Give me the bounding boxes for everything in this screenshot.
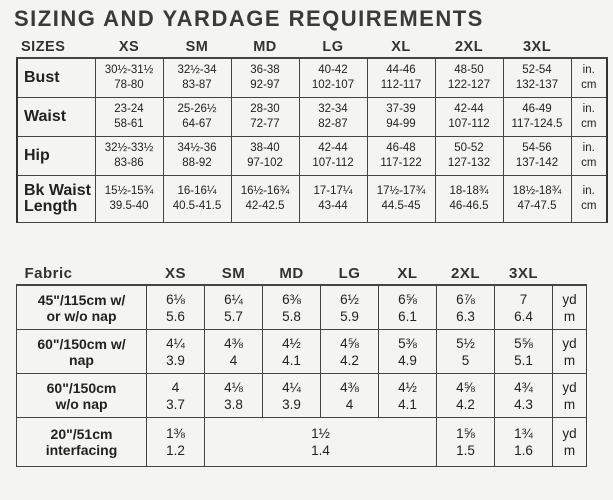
yardage-header-size: SM — [205, 262, 263, 285]
yardage-cell: 6⅞ 6.3 — [437, 285, 495, 330]
unit-cell: in. cm — [571, 137, 607, 176]
yardage-header-size: LG — [321, 262, 379, 285]
measurement-cell: 52-54 132-137 — [503, 58, 571, 98]
unit-cell: in. cm — [571, 58, 607, 98]
yardage-header-size: XL — [379, 262, 437, 285]
row-label: 20"/51cm interfacing — [17, 418, 147, 467]
measurement-cell: 44-46 112-117 — [367, 58, 435, 98]
yardage-cell: 6⅜ 5.8 — [263, 285, 321, 330]
yardage-cell: 4½ 4.1 — [263, 330, 321, 374]
yardage-cell: 4⅝ 4.2 — [437, 374, 495, 418]
yardage-cell: 4 3.7 — [147, 374, 205, 418]
yardage-cell: 4¼ 3.9 — [147, 330, 205, 374]
measurement-cell: 18½-18¾ 47-47.5 — [503, 176, 571, 223]
yardage-header-size: 2XL — [437, 262, 495, 285]
yardage-cell: 7 6.4 — [495, 285, 553, 330]
sizing-table — [16, 37, 608, 223]
table-row-fabric-60-nap — [17, 330, 587, 374]
yardage-header-size: 3XL — [495, 262, 553, 285]
row-label: Bust — [17, 58, 95, 98]
measurement-cell: 38-40 97-102 — [231, 137, 299, 176]
yardage-cell: 5½ 5 — [437, 330, 495, 374]
measurement-cell: 46-48 117-122 — [367, 137, 435, 176]
measurement-cell: 23-24 58-61 — [95, 98, 163, 137]
measurement-cell: 32½-33½ 83-86 — [95, 137, 163, 176]
yardage-cell: 6¼ 5.7 — [205, 285, 263, 330]
yardage-cell: 1¾ 1.6 — [495, 418, 553, 467]
yardage-cell: 4¼ 3.9 — [263, 374, 321, 418]
sizing-header-size: XS — [95, 37, 163, 58]
measurement-cell: 37-39 94-99 — [367, 98, 435, 137]
unit-cell: in. cm — [571, 98, 607, 137]
table-row-bust — [17, 58, 607, 98]
measurement-cell: 17-17¼ 43-44 — [299, 176, 367, 223]
table-row-fabric-60-no-nap — [17, 374, 587, 418]
yardage-header-size: MD — [263, 262, 321, 285]
unit-cell: yd m — [553, 285, 587, 330]
yardage-cell: 1⅜ 1.2 — [147, 418, 205, 467]
sizing-header-size: SM — [163, 37, 231, 58]
sizing-header-size: 3XL — [503, 37, 571, 58]
measurement-cell: 15½-15¾ 39.5-40 — [95, 176, 163, 223]
sizing-header-size: LG — [299, 37, 367, 58]
measurement-cell: 34½-36 88-92 — [163, 137, 231, 176]
yardage-cell: 4⅜ 4 — [321, 374, 379, 418]
yardage-cell: 1⅝ 1.5 — [437, 418, 495, 467]
unit-cell: yd m — [553, 374, 587, 418]
yardage-header-row — [17, 262, 587, 285]
yardage-cell: 5⅝ 5.1 — [495, 330, 553, 374]
sizing-header-size: MD — [231, 37, 299, 58]
yardage-cell-merged: 1½ 1.4 — [205, 418, 437, 467]
measurement-cell: 28-30 72-77 — [231, 98, 299, 137]
measurement-cell: 17½-17¾ 44.5-45 — [367, 176, 435, 223]
measurement-cell: 42-44 107-112 — [435, 98, 503, 137]
row-label: Waist — [17, 98, 95, 137]
yardage-table — [16, 262, 587, 467]
sizing-header-row — [17, 37, 607, 58]
yardage-cell: 6⅛ 5.6 — [147, 285, 205, 330]
measurement-cell: 32½-34 83-87 — [163, 58, 231, 98]
yardage-cell: 6⅝ 6.1 — [379, 285, 437, 330]
measurement-cell: 18-18¾ 46-46.5 — [435, 176, 503, 223]
row-label: 60"/150cm w/o nap — [17, 374, 147, 418]
yardage-cell: 4½ 4.1 — [379, 374, 437, 418]
measurement-cell: 25-26½ 64-67 — [163, 98, 231, 137]
yardage-cell: 4⅜ 4 — [205, 330, 263, 374]
measurement-cell: 32-34 82-87 — [299, 98, 367, 137]
yardage-header-label: Fabric — [17, 262, 147, 285]
unit-cell: in. cm — [571, 176, 607, 223]
table-row-back-waist-length — [17, 176, 607, 223]
measurement-cell: 42-44 107-112 — [299, 137, 367, 176]
measurement-cell: 16-16¼ 40.5-41.5 — [163, 176, 231, 223]
yardage-cell: 6½ 5.9 — [321, 285, 379, 330]
measurement-cell: 48-50 122-127 — [435, 58, 503, 98]
measurement-cell: 36-38 92-97 — [231, 58, 299, 98]
table-row-hip — [17, 137, 607, 176]
sizing-header-size: XL — [367, 37, 435, 58]
measurement-cell: 40-42 102-107 — [299, 58, 367, 98]
unit-cell: yd m — [553, 418, 587, 467]
table-row-interfacing — [17, 418, 587, 467]
unit-cell: yd m — [553, 330, 587, 374]
yardage-header-size: XS — [147, 262, 205, 285]
table-row-waist — [17, 98, 607, 137]
measurement-cell: 30½-31½ 78-80 — [95, 58, 163, 98]
yardage-cell: 4⅛ 3.8 — [205, 374, 263, 418]
yardage-cell: 5⅜ 4.9 — [379, 330, 437, 374]
sizing-header-label: SIZES — [17, 37, 95, 58]
row-label: 45"/115cm w/ or w/o nap — [17, 285, 147, 330]
sizing-header-size: 2XL — [435, 37, 503, 58]
measurement-cell: 46-49 117-124.5 — [503, 98, 571, 137]
row-label: Hip — [17, 137, 95, 176]
row-label: 60"/150cm w/ nap — [17, 330, 147, 374]
yardage-cell: 4⅝ 4.2 — [321, 330, 379, 374]
measurement-cell: 16½-16¾ 42-42.5 — [231, 176, 299, 223]
table-row-fabric-45 — [17, 285, 587, 330]
yardage-cell: 4¾ 4.3 — [495, 374, 553, 418]
measurement-cell: 54-56 137-142 — [503, 137, 571, 176]
row-label: Bk Waist Length — [17, 176, 95, 223]
page-title: SIZING AND YARDAGE REQUIREMENTS — [14, 6, 484, 31]
measurement-cell: 50-52 127-132 — [435, 137, 503, 176]
